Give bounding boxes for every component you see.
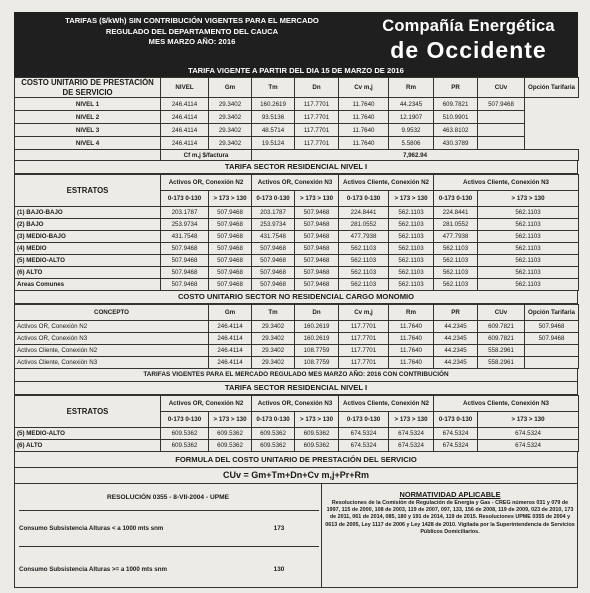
estrato-label: (5) MEDIO-ALTO bbox=[15, 428, 161, 440]
table-cell: 562.1103 bbox=[434, 279, 478, 291]
formula-title: FORMULA DEL COSTO UNITARIO DE PRESTACIÓN DEL SERVICIO bbox=[14, 452, 578, 468]
table-cell: 507.9468 bbox=[295, 267, 339, 279]
table-row bbox=[15, 428, 579, 440]
nivel-label: NIVEL 1 bbox=[15, 98, 161, 111]
bottom-section bbox=[14, 484, 578, 588]
table-cell: 477.7938 bbox=[434, 231, 478, 243]
table-cell: 674.5324 bbox=[434, 440, 478, 452]
range-header: 0-173 0-130 bbox=[434, 412, 478, 428]
table-cell bbox=[478, 111, 525, 124]
table-row bbox=[15, 267, 579, 279]
normatividad-title: NORMATIVIDAD APLICABLE bbox=[399, 490, 501, 499]
tariff-sheet bbox=[14, 12, 578, 588]
table-cell: 507.9468 bbox=[295, 219, 339, 231]
table-cell: 11.7640 bbox=[339, 111, 389, 124]
table-cell: 507.9468 bbox=[161, 279, 209, 291]
table-cell: 117.7701 bbox=[295, 98, 339, 111]
table-row bbox=[15, 219, 579, 231]
res1-title: TARIFA SECTOR RESIDENCIAL NIVEL I bbox=[14, 161, 578, 174]
range-header: 0-173 0-130 bbox=[161, 412, 209, 428]
table-cell: 507.9468 bbox=[161, 255, 209, 267]
table-row bbox=[15, 137, 579, 150]
table-row bbox=[15, 207, 579, 219]
table-cell: 246.4114 bbox=[161, 111, 209, 124]
table-cell: 507.9468 bbox=[295, 243, 339, 255]
table-cell: 44.2345 bbox=[434, 357, 478, 369]
table-cell bbox=[478, 137, 525, 150]
table-cell: 562.1103 bbox=[434, 255, 478, 267]
table-cell: 674.5324 bbox=[339, 428, 389, 440]
col-header: Cv m,j bbox=[339, 305, 389, 321]
estrato-label: (5) MEDIO-ALTO bbox=[15, 255, 161, 267]
group-header: Activos OR, Conexión N2 bbox=[161, 175, 252, 191]
table-cell: 674.5324 bbox=[389, 428, 434, 440]
table-cell: 44.2345 bbox=[434, 333, 478, 345]
table-cell: 507.9468 bbox=[209, 231, 252, 243]
group-header: Activos Cliente, Conexión N3 bbox=[434, 175, 579, 191]
table-cell: 562.1103 bbox=[478, 255, 579, 267]
table-cell: 117.7701 bbox=[295, 124, 339, 137]
concepto-label: Activos OR, Conexión N2 bbox=[15, 321, 209, 333]
table-cell: 48.5714 bbox=[252, 124, 295, 137]
nivel-label: NIVEL 2 bbox=[15, 111, 161, 124]
group-header: Activos OR, Conexión N3 bbox=[252, 396, 339, 412]
table-cell: 477.7938 bbox=[339, 231, 389, 243]
table-cell: 117.7701 bbox=[295, 111, 339, 124]
table-cell: 674.5324 bbox=[478, 428, 579, 440]
table-cell: 11.7640 bbox=[339, 98, 389, 111]
table-cell: 507.9468 bbox=[478, 98, 525, 111]
table-cell: 29.3402 bbox=[252, 357, 295, 369]
table-cell: 562.1103 bbox=[339, 267, 389, 279]
table-cell: 29.3402 bbox=[252, 345, 295, 357]
table-cell: 562.1103 bbox=[389, 267, 434, 279]
table-cell: 29.3402 bbox=[209, 98, 252, 111]
table-cell: 224.8441 bbox=[434, 207, 478, 219]
col-header: Dn bbox=[295, 305, 339, 321]
table-cell: 609.5362 bbox=[252, 428, 295, 440]
table-row bbox=[15, 98, 579, 111]
vigente-banner: TARIFA VIGENTE A PARTIR DEL DIA 15 DE MARZO DE 2016 bbox=[14, 65, 578, 77]
table-row bbox=[15, 111, 579, 124]
table-cell: 246.4114 bbox=[209, 345, 252, 357]
formula-text: CUv = Gm+Tm+Dn+Cv m,j+Pr+Rm bbox=[14, 468, 578, 484]
range-header: 0-173 0-130 bbox=[252, 412, 295, 428]
table-cell: 609.7821 bbox=[478, 321, 525, 333]
col-header: Cv m,j bbox=[339, 78, 389, 98]
col-header: PR bbox=[434, 78, 478, 98]
company-logo-line-2: de Occidente bbox=[390, 37, 547, 63]
estratos-header: ESTRATOS bbox=[15, 396, 161, 428]
table-cell: 431.7548 bbox=[252, 231, 295, 243]
header-banner bbox=[14, 12, 578, 65]
table-cell: 510.9901 bbox=[434, 111, 478, 124]
table-cell: 224.8441 bbox=[339, 207, 389, 219]
table-cell: 507.9468 bbox=[295, 207, 339, 219]
table-cell: 562.1103 bbox=[389, 207, 434, 219]
table-row bbox=[15, 255, 579, 267]
table-cell: 562.1103 bbox=[478, 243, 579, 255]
resolucion-text: RESOLUCIÓN 0355 - 8-VII-2004 - UPME bbox=[106, 494, 230, 501]
table-cell: 609.5362 bbox=[252, 440, 295, 452]
table-row bbox=[15, 333, 579, 345]
table-cell: 562.1103 bbox=[434, 243, 478, 255]
table-cell: 674.5324 bbox=[478, 440, 579, 452]
table-cell: 9.9532 bbox=[389, 124, 434, 137]
table-cell: 507.9468 bbox=[252, 267, 295, 279]
table-cell: 507.9468 bbox=[209, 279, 252, 291]
table-cell: 507.9468 bbox=[161, 243, 209, 255]
table-cell: 108.7759 bbox=[295, 345, 339, 357]
col-header: NIVEL bbox=[161, 78, 209, 98]
table-cell: 12.1907 bbox=[389, 111, 434, 124]
table-row bbox=[15, 345, 579, 357]
range-header: 0-173 0-130 bbox=[252, 191, 295, 207]
range-header: > 173 > 130 bbox=[478, 412, 579, 428]
consumo-subsistencia-1-label: Consumo Subsistencia Alturas < a 1000 mts snm bbox=[19, 525, 164, 532]
table-cell: 246.4114 bbox=[209, 357, 252, 369]
header-line-3: MES MARZO AÑO: 2016 bbox=[148, 37, 236, 47]
table-cell: 558.2961 bbox=[478, 345, 525, 357]
table-cell: 562.1103 bbox=[389, 255, 434, 267]
table-cell: 253.9734 bbox=[161, 219, 209, 231]
table-row bbox=[15, 279, 579, 291]
table-cell: 507.9468 bbox=[295, 231, 339, 243]
table-cell bbox=[478, 124, 525, 137]
table-cell: 29.3402 bbox=[209, 124, 252, 137]
range-header: 0-173 0-130 bbox=[161, 191, 209, 207]
table-cell: 674.5324 bbox=[339, 440, 389, 452]
range-header: > 173 > 130 bbox=[389, 191, 434, 207]
table-cell: 562.1103 bbox=[389, 219, 434, 231]
table-cell: 117.7701 bbox=[339, 333, 389, 345]
col-header: Opción Tarifaria bbox=[525, 78, 579, 98]
table-cell: 44.2345 bbox=[434, 345, 478, 357]
estrato-label: (1) BAJO-BAJO bbox=[15, 207, 161, 219]
estrato-label: (4) MEDIO bbox=[15, 243, 161, 255]
range-header: 0-173 0-130 bbox=[434, 191, 478, 207]
col-header: PR bbox=[434, 305, 478, 321]
col-header: Gm bbox=[209, 305, 252, 321]
table-cell: 203.1787 bbox=[161, 207, 209, 219]
table-cell: 160.2619 bbox=[252, 98, 295, 111]
group-header: Activos Cliente, Conexión N2 bbox=[339, 396, 434, 412]
table-cell: 11.7640 bbox=[389, 321, 434, 333]
cf-label: Cf m,j $/factura bbox=[161, 150, 252, 161]
table-cell: 160.2619 bbox=[295, 321, 339, 333]
range-header: > 173 > 130 bbox=[295, 412, 339, 428]
res1-table bbox=[14, 174, 579, 291]
table-cell: 562.1103 bbox=[478, 219, 579, 231]
table-row bbox=[15, 243, 579, 255]
consumo-subsistencia-1-value: 173 bbox=[273, 525, 285, 532]
table-cell: 609.7821 bbox=[434, 98, 478, 111]
col-header: Rm bbox=[389, 78, 434, 98]
table-cell: 11.7640 bbox=[389, 357, 434, 369]
estratos-header: ESTRATOS bbox=[15, 175, 161, 207]
col-header: Rm bbox=[389, 305, 434, 321]
table-cell: 11.7640 bbox=[339, 124, 389, 137]
table-cell: 281.0552 bbox=[434, 219, 478, 231]
table-row bbox=[15, 231, 579, 243]
table-cell: 609.5362 bbox=[209, 428, 252, 440]
table-cell: 609.7821 bbox=[478, 333, 525, 345]
table-cell: 246.4114 bbox=[161, 137, 209, 150]
estrato-label: (2) BAJO bbox=[15, 219, 161, 231]
col-header: CONCEPTO bbox=[15, 305, 209, 321]
concepto-label: Activos Cliente, Conexión N3 bbox=[15, 357, 209, 369]
col-header: Tm bbox=[252, 305, 295, 321]
range-header: > 173 > 130 bbox=[478, 191, 579, 207]
header-title bbox=[22, 16, 362, 48]
table-cell: 117.7701 bbox=[295, 137, 339, 150]
table-cell: 609.5362 bbox=[209, 440, 252, 452]
table-cell: 246.4114 bbox=[209, 333, 252, 345]
table-cell: 562.1103 bbox=[478, 279, 579, 291]
company-logo-line-1: Compañía Energética bbox=[382, 17, 555, 35]
table-cell: 674.5324 bbox=[389, 440, 434, 452]
table-cell: 160.2619 bbox=[295, 333, 339, 345]
table-cell: 246.4114 bbox=[161, 98, 209, 111]
table-cell: 93.5136 bbox=[252, 111, 295, 124]
col-header: Tm bbox=[252, 78, 295, 98]
table-cell: 203.1787 bbox=[252, 207, 295, 219]
table-cell: 430.3789 bbox=[434, 137, 478, 150]
group-header: Activos Cliente, Conexión N3 bbox=[434, 396, 579, 412]
col-header: Dn bbox=[295, 78, 339, 98]
col-header: Gm bbox=[209, 78, 252, 98]
estrato-label: (3) MEDIO-BAJO bbox=[15, 231, 161, 243]
table-cell: 507.9468 bbox=[295, 279, 339, 291]
res2-table bbox=[14, 395, 579, 452]
table-cell: 507.9468 bbox=[161, 267, 209, 279]
table-cell: 117.7701 bbox=[339, 357, 389, 369]
noresid-title: COSTO UNITARIO SECTOR NO RESIDENCIAL CARGO MONOMIO bbox=[14, 291, 578, 304]
consumo-subsistencia-2-value: 130 bbox=[273, 566, 285, 573]
table-cell: 253.9734 bbox=[252, 219, 295, 231]
table-cell: 507.9468 bbox=[252, 255, 295, 267]
table-cell: 117.7701 bbox=[339, 345, 389, 357]
table-row bbox=[15, 357, 579, 369]
costo-unitario-table bbox=[14, 77, 579, 161]
header-line-2: REGULADO DEL DEPARTAMENTO DEL CAUCA bbox=[105, 26, 279, 36]
header-line-1: TARIFAS ($/kWh) SIN CONTRIBUCIÓN VIGENTES PARA EL MERCADO bbox=[65, 16, 319, 25]
table-cell: 674.5324 bbox=[434, 428, 478, 440]
table-cell: 29.3402 bbox=[252, 333, 295, 345]
table-cell: 558.2961 bbox=[478, 357, 525, 369]
group-header: Activos OR, Conexión N3 bbox=[252, 175, 339, 191]
table-cell: 44.2345 bbox=[434, 321, 478, 333]
table-cell: 5.5806 bbox=[389, 137, 434, 150]
col-header: CUv bbox=[478, 305, 525, 321]
tarifas-contribucion-banner: TARIFAS VIGENTES PARA EL MERCADO REGULADO MES MARZO AÑO: 2016 CON CONTRIBUCIÓN bbox=[14, 369, 578, 382]
normatividad-text: Resoluciones de la Comisión de Regulación de Energía y Gas - CREG números 031 y 079 de 1997, 115 de 2000, 108 de 2003, 119 de 2007, 097, 133, 156 de 2008, 119 de 2009, 023 de 2010, 173 de 2011, 061 de 2014, 085, 180 y 191 de 2014, 119 de 2015. Resoluciones UPME 0355 de 2004 y 0613 de 2005, Ley 1117 de 2006 y Ley 1428 de 2010. Vigilada por la Superintendencia de Servicios Públicos Domiciliarios. bbox=[325, 500, 575, 535]
table-cell: 44.2345 bbox=[389, 98, 434, 111]
table-cell: 11.7640 bbox=[339, 137, 389, 150]
table-cell: 507.9468 bbox=[525, 333, 579, 345]
table-cell: 507.9468 bbox=[252, 243, 295, 255]
table-cell: 507.9468 bbox=[209, 255, 252, 267]
table-cell: 281.0552 bbox=[339, 219, 389, 231]
table-cell bbox=[525, 345, 579, 357]
table-row bbox=[15, 440, 579, 452]
col-header: Opción Tarifaria bbox=[525, 305, 579, 321]
table-cell: 108.7759 bbox=[295, 357, 339, 369]
table-cell: 507.9468 bbox=[252, 279, 295, 291]
table-cell: 431.7548 bbox=[161, 231, 209, 243]
table-cell: 562.1103 bbox=[339, 243, 389, 255]
table-cell: 19.5124 bbox=[252, 137, 295, 150]
res2-title: TARIFA SECTOR RESIDENCIAL NIVEL I bbox=[14, 382, 578, 395]
estrato-label: (6) ALTO bbox=[15, 440, 161, 452]
table-cell: 562.1103 bbox=[478, 267, 579, 279]
consumo-subsistencia-2-label: Consumo Subsistencia Alturas >= a 1000 mts snm bbox=[19, 566, 167, 573]
col-header: CUv bbox=[478, 78, 525, 98]
table-cell: 507.9468 bbox=[295, 255, 339, 267]
table-cell: 562.1103 bbox=[339, 255, 389, 267]
range-header: > 173 > 130 bbox=[295, 191, 339, 207]
range-header: 0-173 0-130 bbox=[339, 412, 389, 428]
table-cell: 562.1103 bbox=[339, 279, 389, 291]
table-row bbox=[15, 124, 579, 137]
group-header: Activos OR, Conexión N2 bbox=[161, 396, 252, 412]
table-cell: 463.8102 bbox=[434, 124, 478, 137]
table-cell: 507.9468 bbox=[209, 243, 252, 255]
table-cell: 507.9468 bbox=[209, 267, 252, 279]
table-cell: 609.5362 bbox=[295, 440, 339, 452]
table-cell: 562.1103 bbox=[478, 207, 579, 219]
table-row bbox=[15, 321, 579, 333]
table-cell: 562.1103 bbox=[478, 231, 579, 243]
table-cell: 507.9468 bbox=[209, 219, 252, 231]
table-cell: 29.3402 bbox=[209, 111, 252, 124]
table-cell: 609.5362 bbox=[295, 428, 339, 440]
estrato-label: Areas Comunes bbox=[15, 279, 161, 291]
table-cell: 609.5362 bbox=[161, 428, 209, 440]
estrato-label: (6) ALTO bbox=[15, 267, 161, 279]
concepto-label: Activos OR, Conexión N3 bbox=[15, 333, 209, 345]
range-header: > 173 > 130 bbox=[209, 412, 252, 428]
nivel-label: NIVEL 4 bbox=[15, 137, 161, 150]
table-cell: 562.1103 bbox=[389, 243, 434, 255]
table-cell: 562.1103 bbox=[389, 231, 434, 243]
range-header: > 173 > 130 bbox=[389, 412, 434, 428]
noresid-table bbox=[14, 304, 579, 369]
table-cell: 562.1103 bbox=[434, 267, 478, 279]
table-cell: 507.9468 bbox=[209, 207, 252, 219]
table-cell: 562.1103 bbox=[389, 279, 434, 291]
table-cell: 609.5362 bbox=[161, 440, 209, 452]
table-cell: 29.3402 bbox=[209, 137, 252, 150]
table-cell: 117.7701 bbox=[339, 321, 389, 333]
nivel-label: NIVEL 3 bbox=[15, 124, 161, 137]
group-header: Activos Cliente, Conexión N2 bbox=[339, 175, 434, 191]
concepto-label: Activos Cliente, Conexión N2 bbox=[15, 345, 209, 357]
table-cell: 11.7640 bbox=[389, 345, 434, 357]
table-cell: 29.3402 bbox=[252, 321, 295, 333]
table-cell: 11.7640 bbox=[389, 333, 434, 345]
range-header: > 173 > 130 bbox=[209, 191, 252, 207]
table-cell: 246.4114 bbox=[161, 124, 209, 137]
cf-value: 7,962.94 bbox=[252, 150, 579, 161]
table-cell: 507.9468 bbox=[525, 321, 579, 333]
range-header: 0-173 0-130 bbox=[339, 191, 389, 207]
table-cell: 246.4114 bbox=[209, 321, 252, 333]
table-cell bbox=[525, 357, 579, 369]
costo-title: COSTO UNITARIO DE PRESTACIÓN DE SERVICIO bbox=[15, 78, 161, 98]
